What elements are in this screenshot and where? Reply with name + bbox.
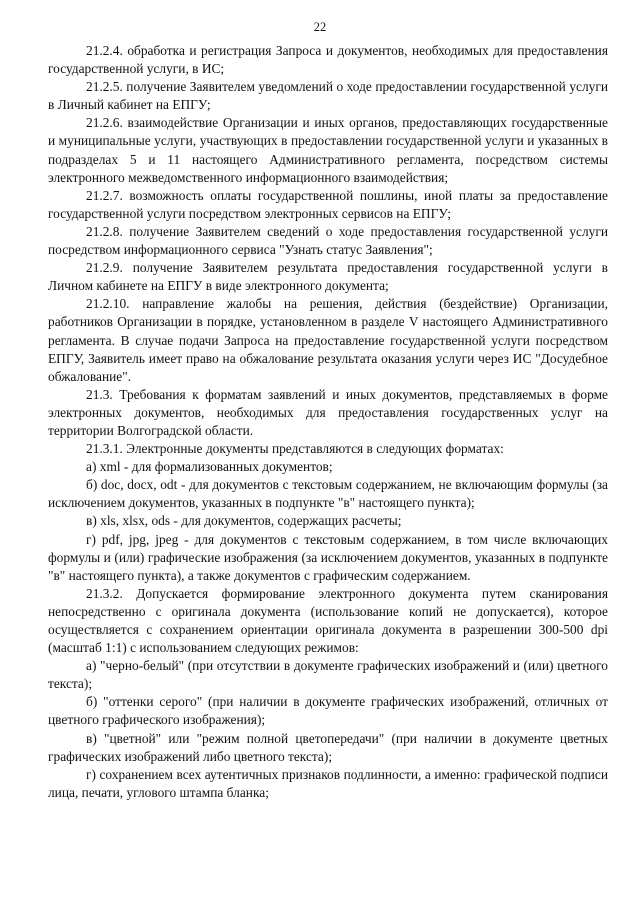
list-item-b-grayscale: б) "оттенки серого" (при наличии в документе графических изображений, отличных от цветного графического изображения); xyxy=(48,694,608,728)
list-item-v-color: в) "цветной" или "режим полной цветопередачи" (при наличии в документе цветных графических изображений либо цветного текста); xyxy=(48,730,608,764)
paragraph-21-2-6: 21.2.6. взаимодействие Организации и иных органов, предоставляющих государственные и муниципальные услуги, участвующих в предоставлении государственной услуги и указанных в подразделах 5 и 11 настоящего Административного регламента, посредством системы электронного межведомственного информационного взаимодействия; xyxy=(48,115,608,185)
list-item-v-xls: в) xls, xlsx, ods - для документов, содержащих расчеты; xyxy=(86,513,402,529)
list-item-a-black-white: а) "черно-белый" (при отсутствии в документе графических изображений и (или) цветного текста); xyxy=(48,658,608,692)
paragraph-21-2-7: 21.2.7. возможность оплаты государственной пошлины, иной платы за предоставление государственной услуги посредством электронных сервисов на ЕПГУ; xyxy=(48,187,608,221)
page-number: 22 xyxy=(313,20,327,34)
paragraph-21-2-5: 21.2.5. получение Заявителем уведомлений о ходе предоставлении государственной услуги в Личный кабинет на ЕПГУ; xyxy=(48,79,608,113)
paragraph-21-3-1: 21.3.1. Электронные документы представляются в следующих форматах: xyxy=(86,441,504,457)
paragraph-21-2-10: 21.2.10. направление жалобы на решения, действия (бездействие) Организации, работников Организации в порядке, установленном в разделе V настоящего Административного регламента. В случае подачи Запроса на предоставление государственной услуги посредством ЕПГУ, Заявитель имеет право на обжалование результата оказания услуги через ИС "Досудебное обжалование". xyxy=(48,296,608,384)
paragraph-21-2-9: 21.2.9. получение Заявителем результата предоставления государственной услуги в Личном кабинете на ЕПГУ в виде электронного документа; xyxy=(48,260,608,294)
paragraph-21-3: 21.3. Требования к форматам заявлений и иных документов, представляемых в форме электронных документов, необходимых для предоставления государственных услуг на территории Волгоградской области. xyxy=(48,386,608,438)
paragraph-21-2-8: 21.2.8. получение Заявителем сведений о ходе предоставления государственной услуги посредством информационного сервиса "Узнать статус Заявления"; xyxy=(48,223,608,258)
list-item-a-xml: а) xml - для формализованных документов; xyxy=(86,459,333,475)
list-item-g-pdf: г) pdf, jpg, jpeg - для документов с текстовым содержанием, в том числе включающих формулы и (или) графические изображения (за исключением документов, указанных в подпункте "в" настоящего пункта), а также документов с графическим содержанием. xyxy=(48,531,608,583)
list-item-b-doc: б) doc, docx, odt - для документов с текстовым содержанием, не включающим формулы (за исключением документов, указанных в подпункте "в" настоящего пункта); xyxy=(48,477,608,511)
paragraph-21-3-2: 21.3.2. Допускается формирование электронного документа путем сканирования непосредственно с оригинала документа (использование копий не допускается), которое осуществляется с сохранением ориентации оригинала документа в разрешении 300-500 dpi (масштаб 1:1) с использованием следующих режимов: xyxy=(48,585,608,656)
paragraph-21-2-4: 21.2.4. обработка и регистрация Запроса и документов, необходимых для предоставления государственной услуги, в ИС; xyxy=(48,43,608,77)
list-item-g-authenticity: г) сохранением всех аутентичных признаков подлинности, а именно: графической подписи лица, печати, углового штампа бланка; xyxy=(48,766,608,800)
document-body xyxy=(48,42,608,802)
